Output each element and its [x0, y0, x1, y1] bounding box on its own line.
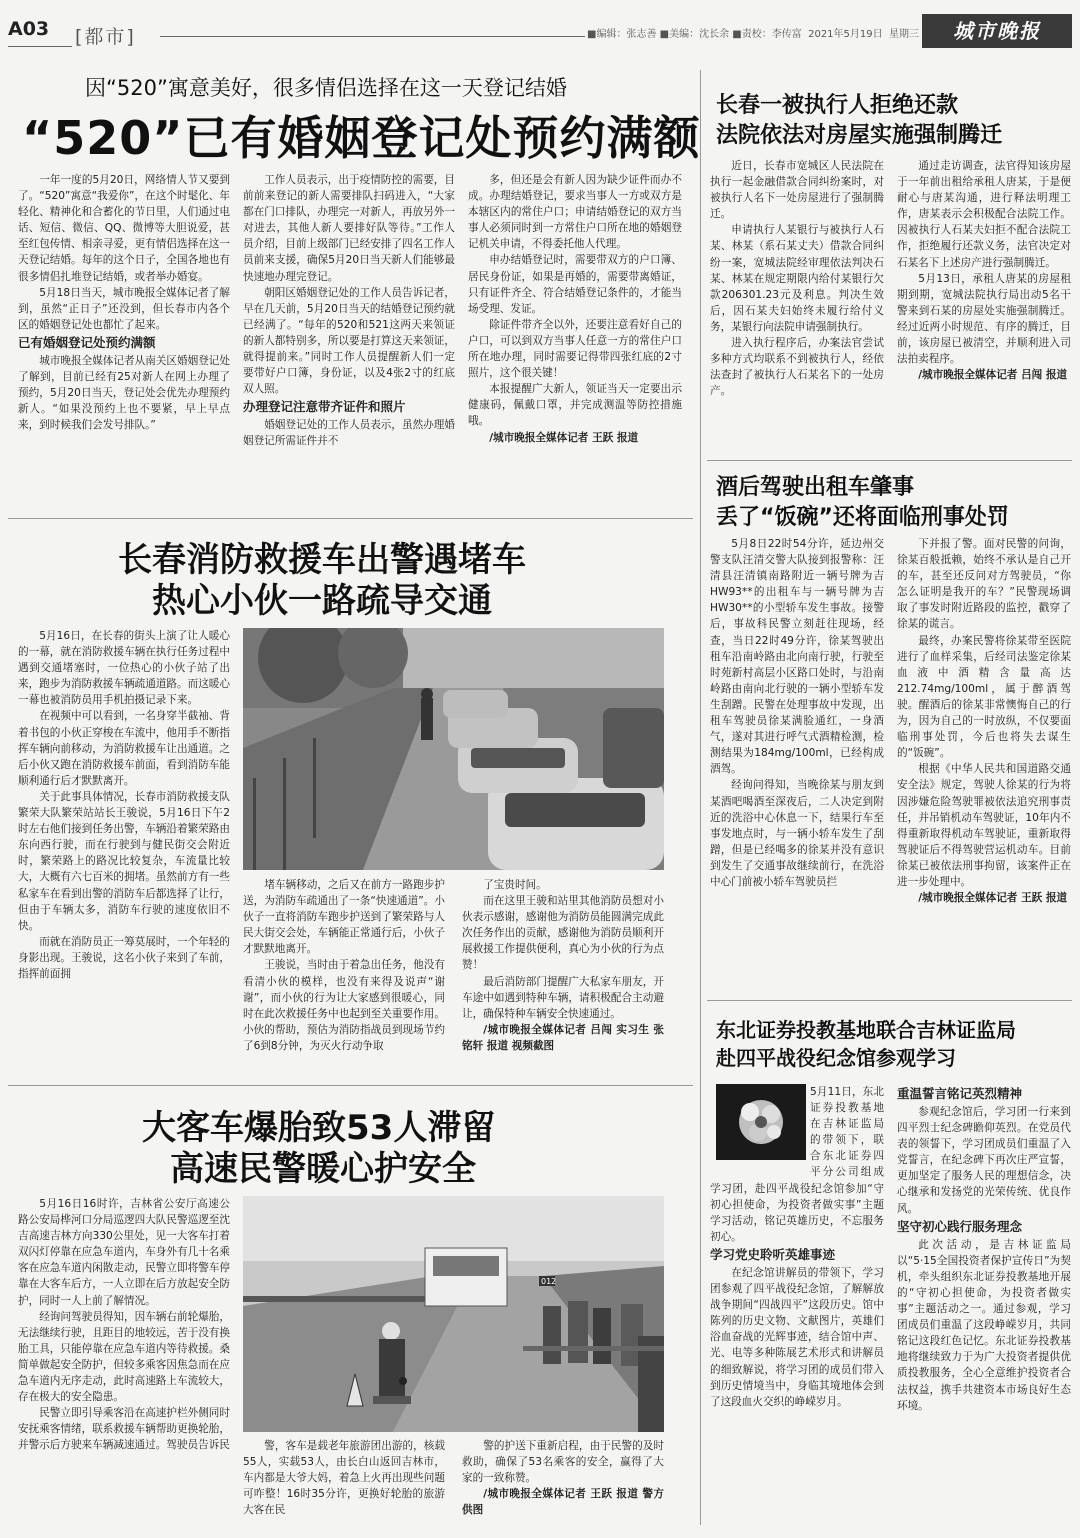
a4-col1	[710, 536, 884, 994]
paragraph: 而在这里王骏和站里其他消防员想对小伙表示感谢，感谢他为消防员能圆满完成此次任务作出的贡献，感谢他为消防员顺利开展救援工作提供便利，真心为小伙的行为点赞！	[462, 895, 664, 972]
highway-photo	[243, 1196, 664, 1432]
page-number: A03	[8, 18, 50, 40]
a2-col2	[897, 158, 1071, 454]
paragraph: 近日，长春市宽城区人民法院在执行一起金融借款合同纠纷案时，对被执行人名下一处房屋进行了强制腾迁。	[710, 160, 884, 221]
paragraph: 城市晚报全媒体记者从南关区婚姻登记处了解到，目前已经有25对新人在网上办理了预约，5月20日当天，登记处会优先办理预约新人。“如果没预约上也不要紧，早上早点来，到时候我们会发号排队。”	[18, 354, 230, 432]
subheading: 办理登记注意带齐证件和照片	[243, 399, 406, 415]
paragraph: 经询问驾驶员得知，因车辆右前轮爆胎，无法继续行驶，且距目的地较远，苦于没有换胎工具，只能停靠在应急车道内等待救援。桑简单做起安全防护，但较多乘客因焦急而在应急车道内无序走动，此时高速路上车流较大，存在极大的安全隐患。	[18, 1310, 230, 1404]
a4-title-line1: 酒后驾驶出租车肇事	[716, 475, 915, 500]
svg-text:012: 012	[541, 1277, 557, 1286]
a5-col3	[462, 1438, 664, 1532]
divider-a4	[707, 1000, 1072, 1001]
paragraph: 根据《中华人民共和国道路交通安全法》规定，驾驶人徐某的行为将因涉嫌危险驾驶罪被依法追究刑事责任，并吊销机动车驾驶证，10年内不得重新取得机动车驾驶证，重新取得驾驶证后不得驾驶营运机动车。目前徐某已被依法刑事拘留，该案件正在进一步处理中。	[897, 763, 1071, 888]
a1-col3	[468, 172, 682, 512]
a1-kicker: 因“520”寓意美好，很多情侣选择在这一天登记结婚	[85, 76, 567, 100]
a5-title-line1: 大客车爆胎致53人滞留	[142, 1108, 496, 1148]
column-divider	[700, 70, 701, 1525]
a3-title-line1: 长春消防救援车出警遇堵车	[118, 540, 526, 580]
paragraph: 而就在消防员正一筹莫展时，一个年轻的身影出现。王骏说，这名小伙子来到了车前，指挥前面拥	[18, 935, 230, 980]
a2-col1	[710, 158, 884, 454]
a6-title-line1: 东北证券投教基地联合吉林证监局	[716, 1018, 1016, 1042]
a5-title-line2: 高速民警暖心护安全	[170, 1149, 476, 1189]
paragraph: 在视频中可以看到，一名身穿半截袖、背着书包的小伙正穿梭在车流中，他用手不断指挥车辆向前移动，为消防救援车让出通道。之后小伙又跑在消防救援车前面，看到消防车能顺利通行后才默默离开。	[18, 710, 230, 787]
byline: /城市晚报全媒体记者 吕闯 报道	[918, 369, 1068, 382]
a1-col1	[18, 172, 230, 512]
paragraph: 工作人员表示，出于疫情防控的需要，目前前来登记的新人需要排队扫码进入，“大家都在门口排队，办理完一对新人，再放另外一对进去，其他人新人要排好队等待。”工作人员介绍，目前上级部门已经安排了四名工作人员前来支援，确保5月20日当天新人们能够最快速地办理完登记。	[243, 174, 455, 283]
paragraph: 本报提醒广大新人，领证当天一定要出示健康码，佩戴口罩，并完成测温等防控措施哦。	[468, 383, 682, 428]
paragraph: 进入执行程序后，办案法官尝试多种方式均联系不到被执行人，经依法查封了被执行人石某名下的一处房产。	[710, 337, 884, 398]
paragraph: 参观纪念馆后，学习团一行来到四平烈士纪念碑瞻仰英烈。在党员代表的领誓下，学习团成员们重温了入党誓言，在纪念碑下再次庄严宣誓，更加坚定了服务人民的理想信念，决心继承和发扬党的光荣传统、优良作风。	[897, 1106, 1071, 1215]
paragraph: 一年一度的5月20日，网络情人节又要到了。“520”寓意“我爱你”，在这个时髦化、年轻化、精神化和合蓄化的节日里，人们通过电话、短信、微信、QQ、微博等大胆说爱，甚至红包传情、相亲寻爱，更有情侣选择在这一天登记结婚。每年的这个日子，全国各地也有很多情侣扎堆登记结婚，或者举办婚宴。	[18, 174, 230, 283]
a2-title-line2: 法院依法对房屋实施强制腾迁	[716, 123, 1003, 148]
paragraph: 申请执行人某银行与被执行人石某、林某（系石某丈夫）借款合同纠纷一案，宽城法院经审理依法判决石某、林某在规定期限内给付某银行欠款206301.23元及利息。判决生效后，因石某夫妇始终未履行给付义务，某银行向法院申请强制执行。	[710, 224, 884, 333]
paragraph: 堵车辆移动，之后又在前方一路跑步护送，为消防车疏通出了一条“快速通道”。小伙子一直将消防车跑步护送到了繁荣路与人民大街交会处，车辆能正常通行后，小伙子才默默地离开。	[243, 879, 445, 956]
photo-float	[710, 1084, 810, 1166]
paragraph: 在纪念馆讲解员的带领下，学习团参观了四平战役纪念馆，了解解放战争期间“四战四平”这段历史。馆中陈列的历史文物、文献图片，英雄们浴血奋战的光辉事迹，结合馆中声、光、电等多种陈展艺术形式和讲解员的细致解说，将学习团的成员们带入到历史情境当中，身临其境地体会到了这段血火交织的峥嵘岁月。	[710, 1266, 884, 1408]
a6-col2	[897, 1084, 1071, 1530]
byline: /城市晚报全媒体记者 王跃 报道 警方供图	[462, 1488, 664, 1517]
issue-date: 2021年5月19日	[808, 29, 883, 40]
paragraph: 5月16日，在长春的街头上演了让人暖心的一幕，就在消防救援车辆在执行任务过程中遇到交通堵塞时，一位热心的小伙子站了出来，跑步为消防救援车辆疏通道路。而这暖心一幕也被消防员用手机拍摄记录下来。	[18, 630, 230, 707]
a3-col2	[243, 877, 445, 1077]
byline: /城市晚报全媒体记者 王跃 报道	[918, 892, 1068, 905]
paragraph: 婚姻登记处的工作人员表示，虽然办理婚姻登记所需证件并不	[243, 419, 455, 448]
a6-col1	[710, 1084, 884, 1530]
header-meta	[587, 25, 919, 40]
a4-col2	[897, 536, 1071, 994]
divider-a1	[8, 518, 693, 519]
section-name: [都市]	[75, 26, 136, 48]
divider-a2	[707, 460, 1072, 461]
subheading: 坚守初心践行服务理念	[897, 1218, 1023, 1234]
paragraph: 警，客车是载老年旅游团出游的，核载55人，实载53人，由长白山返回吉林市，车内都是大爷大妈，着急上火再出现些问题可咋整！16时35分许，更换好轮胎的旅游大客在民	[243, 1440, 445, 1517]
paragraph: 朝阳区婚姻登记处的工作人员告诉记者，早在几天前，5月20日当天的结婚登记预约就已经满了。“每年的520和521这两天来领证的新人都特别多，所以要是打算这天来领证，就得提前来。”同时工作人员提醒新人们一定要带好户口簿，身份证，以及4张2寸的红底双人照。	[243, 286, 455, 396]
designer: ■美编：沈长余	[659, 29, 730, 40]
weekday: 星期三	[889, 29, 919, 40]
paragraph: 下并报了警。面对民警的问询，徐某百般抵赖，始终不承认是自己开的车，甚至还反问对方驾驶员，“你怎么证明是我开的车？”民警现场调取了事发时附近路段的监控，戳穿了徐某的谎言。	[897, 538, 1071, 631]
paragraph: 警的护送下重新启程，由于民警的及时救助，确保了53名乘客的安全，赢得了大家的一致称赞。	[462, 1440, 664, 1485]
header-rule-left	[8, 46, 72, 47]
paragraph: 5月18日当天，城市晚报全媒体记者了解到，虽然“正日子”还没到，但长春市内各个区的婚姻登记处也都忙了起来。	[18, 286, 230, 331]
a3-col1	[18, 628, 230, 1078]
a3-title-line2: 热心小伙一路疏导交通	[152, 581, 492, 621]
proofreader: ■责校：李传富	[732, 29, 802, 40]
a3-col3	[462, 877, 664, 1077]
traffic-photo	[243, 628, 664, 870]
editor: ■编辑：张志善	[587, 29, 657, 40]
paragraph: 5月11日，东北证券投教基地在吉林证监局的带领下，联合东北证券四平分公司组成学习团，赴四平战役纪念馆参加“守初心担使命，为投资者做实事”主题学习活动，铭记英雄历史，不忘服务初心。	[710, 1086, 884, 1243]
a1-col2	[243, 172, 455, 512]
paragraph: 经询问得知，当晚徐某与朋友到某酒吧喝酒至深夜后，二人决定到附近的洗浴中心休息一下，结果行车至事发地点时，与一辆小轿车发生了刮蹭，但是已经喝多的徐某并没有意识到发生了交通事故继续前行，在洗浴中心门前被小轿车驾驶员拦	[710, 779, 884, 888]
paragraph: 5月8日22时54分许，延边州交警支队汪清交警大队接到报警称：汪清县汪清镇南路附近一辆号牌为吉HW93**的出租车与一辆号牌为吉HW30**的小型轿车发生事故。接警后，事故科民警立刻赶往现场，经查，当日22时49分许，徐某驾驶出租车沿南岭路由北向南行驶，行驶至时苑新村高层小区路口处时，与沿南岭路由南向北行驶的一辆小型轿车发生刮蹭。民警在处理事故中发现，出租车驾驶员徐某满脸通红，一身酒气，遂对其进行呼气式酒精检测，检测结果为184mg/100ml，已经构成酒驾。	[710, 538, 884, 776]
paragraph: 王骏说，当时由于着急出任务，他没有看清小伙的模样，也没有来得及说声“谢谢”，而小伙的行为让大家感到很暖心，同时在此次救援任务中也起到至关重要作用。小伙的帮助，预估为消防指战员到现场节约了6到8分钟，为灭火行动争取	[243, 959, 445, 1052]
a5-col2	[243, 1438, 445, 1532]
paragraph: 了宝贵时间。	[483, 879, 547, 891]
subheading: 已有婚姻登记处预约满额	[18, 334, 156, 350]
paragraph: 民警立即引导乘客沿在高速护栏外侧同时安抚乘客情绪，联系救援车辆帮助更换轮胎，并警示后方驶来车辆减速通过。驾驶员告诉民	[18, 1407, 230, 1452]
byline: /城市晚报全媒体记者 吕闯 实习生 张铭轩 报道 视频截图	[462, 1023, 664, 1052]
paragraph: 除证件带齐全以外，还要注意看好自己的户口，可以到双方当事人任意一方的常住户口所在地办理，同时需要记得带四张红底的2寸照片，这个很关键！	[468, 318, 682, 380]
a2-title-line1: 长春一被执行人拒绝还款	[716, 93, 959, 118]
subheading: 学习党史聆听英雄事迹	[710, 1246, 836, 1262]
paragraph: 5月13日，承租人唐某的房屋租期到期，宽城法院执行局出动5名干警来到石某的房屋处实施强制腾迁。经过近两小时规范、有序的腾迁，目前，该房屋已被清空，并顺利进入司法拍卖程序。	[897, 272, 1071, 366]
a6-title-line2: 赴四平战役纪念馆参观学习	[716, 1046, 956, 1070]
newspaper-logo: 城市晚报	[922, 14, 1072, 48]
paragraph: 5月16日16时许，吉林省公安厅高速公路公安局桦河口分局巡逻四大队民警巡逻至沈吉高速吉林方向330公里处，见一大客车打着双闪灯停靠在应急车道内，车身外有几十名乘客在应急车道内闲散走动，民警立即将警车停靠在大客车后方，一人立即在后方放起安全防护，同时一人上前了解情况。	[18, 1198, 230, 1307]
byline: /城市晚报全媒体记者 王跃 报道	[489, 431, 639, 444]
paragraph: 申办结婚登记时，需要带双方的户口簿、居民身份证，如果是再婚的，需要带离婚证，只有证件齐全、符合结婚登记条件的，才能当场受理、发证。	[468, 254, 682, 315]
subheading: 重温誓言铭记英烈精神	[897, 1086, 1023, 1101]
paragraph: 多，但还是会有新人因为缺少证件而办不成。办理结婚登记，要求当事人一方或双方是本辖区内的常住户口；申请结婚登记的双方当事人必须同时到一方常住户口所在地的婚姻登记机关申请，不得委托他人代理。	[468, 174, 682, 251]
paragraph: 最后消防部门提醒广大私家车朋友，开车途中如遇到特种车辆，请积极配合主动避让，确保特种车辆安全快速通过。	[462, 975, 664, 1020]
a4-title-line2: 丢了“饭碗”还将面临刑事处罚	[716, 505, 1009, 530]
a5-col1	[18, 1196, 230, 1531]
a1-title: “520”已有婚姻登记处预约满额	[22, 111, 701, 165]
divider-a3	[8, 1085, 693, 1086]
paragraph: 通过走访调查，法官得知该房屋于一年前出租给承租人唐某，于是便耐心与唐某沟通，进行释法明理工作，唐某表示会积极配合法院工作。因被执行人石某夫妇拒不配合法院工作，拒绝履行还款义务，法官决定对石某名下上述房产进行强制腾迁。	[897, 160, 1071, 269]
header-rule-mid	[160, 36, 585, 37]
paragraph: 关于此事具体情况，长春市消防救援支队繁荣大队繁荣站站长王骏说，5月16日下午2时左右他们接到任务出警，车辆沿着繁荣路由东向西行驶，而在行驶到与健民街交会附近时，繁荣路上的路况比较复杂，车流量比较大，大概有六七百米的拥堵。虽然前方有一些私家车在看到出警的消防车后都选择了让行，但由于车辆太多，消防车行驶的速度依旧不快。	[18, 790, 230, 932]
paragraph: 最终，办案民警将徐某带至医院进行了血样采集，后经司法鉴定徐某血液中酒精含量高达212.74mg/100ml，属于醉酒驾驶。醒酒后的徐某非常懊悔自己的行为，因为自己的一时放纵，不仅要面临刑事处罚，今后也将失去谋生的“饭碗”。	[897, 634, 1071, 760]
paragraph: 此次活动，是吉林证监局以“5·15全国投资者保护宣传日”为契机，牵头组织东北证券投教基地开展的“守初心担使命，为投资者做实事”主题活动之一。通过参观，学习团成员们重温了这段峥嵘岁月，共同铭记这段红色记忆。东北证券投教基地将继续致力于为广大投资者提供优质投教服务，全心全意维护投资者合法权益，携手共建资本市场良好生态环境。	[897, 1238, 1071, 1412]
